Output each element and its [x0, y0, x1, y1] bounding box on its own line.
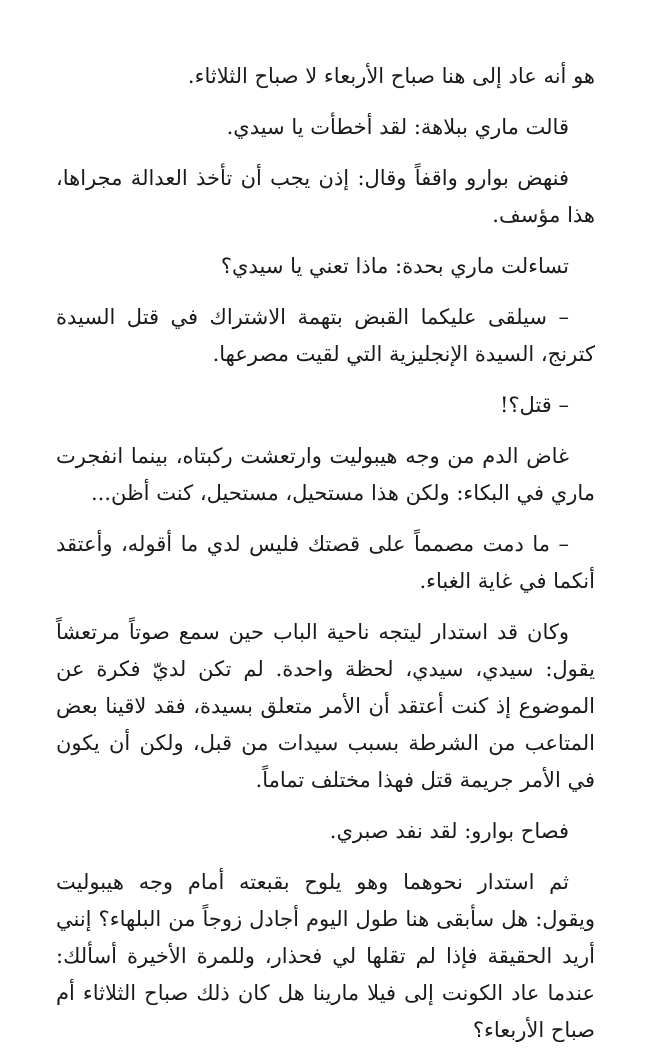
- paragraph-10: فصاح بوارو: لقد نفد صبري.: [329, 819, 569, 843]
- paragraph-6: – قتل؟!: [499, 393, 569, 417]
- paragraph-9: وكان قد استدار ليتجه ناحية الباب حين سمع صوتاً مرتعشاً يقول: سيدي، سيدي، لحظة واحدة. لم تكن لديّ فكرة عن الموضوع إذ كنت أعتقد أن الأمر متعلق بسيدة، فقد لاقينا بعض المتاعب من الشرطة بسبب سيدات من قبل، ولكن أن يكون في الأمر جريمة قتل فهذا مختلف تماماً.: [56, 620, 595, 792]
- paragraph-2: قالت ماري ببلاهة: لقد أخطأت يا سيدي.: [226, 115, 569, 139]
- paragraph-5: – سيلقى عليكما القبض بتهمة الاشتراك في قتل السيدة كترنج، السيدة الإنجليزية التي لقيت مصرعها.: [56, 305, 595, 366]
- paragraph-11: ثم استدار نحوهما وهو يلوح بقبعته أمام وجه هيبوليت ويقول: هل سأبقى هنا طول اليوم أجادل زوجاً من البلهاء؟ إنني أريد الحقيقة فإذا لم تقلها لي فحذار، وللمرة الأخيرة أسألك: عندما عاد الكونت إلى فيلا مارينا هل كان ذلك صباح الثلاثاء أم صباح الأربعاء؟: [56, 870, 595, 1042]
- paragraph-8: – ما دمت مصمماً على قصتك فليس لدي ما أقوله، وأعتقد أنكما في غاية الغباء.: [56, 532, 595, 593]
- paragraph-3: فنهض بوارو واقفاً وقال: إذن يجب أن تأخذ العدالة مجراها، هذا مؤسف.: [56, 166, 595, 227]
- paragraph-1: هو أنه عاد إلى هنا صباح الأربعاء لا صباح الثلاثاء.: [187, 64, 595, 88]
- paragraph-7: غاض الدم من وجه هيبوليت وارتعشت ركبتاه، بينما انفجرت ماري في البكاء: ولكن هذا مستحيل، مستحيل، كنت أظن...: [56, 444, 595, 505]
- paragraph-4: تساءلت ماري بحدة: ماذا تعني يا سيدي؟: [220, 254, 569, 278]
